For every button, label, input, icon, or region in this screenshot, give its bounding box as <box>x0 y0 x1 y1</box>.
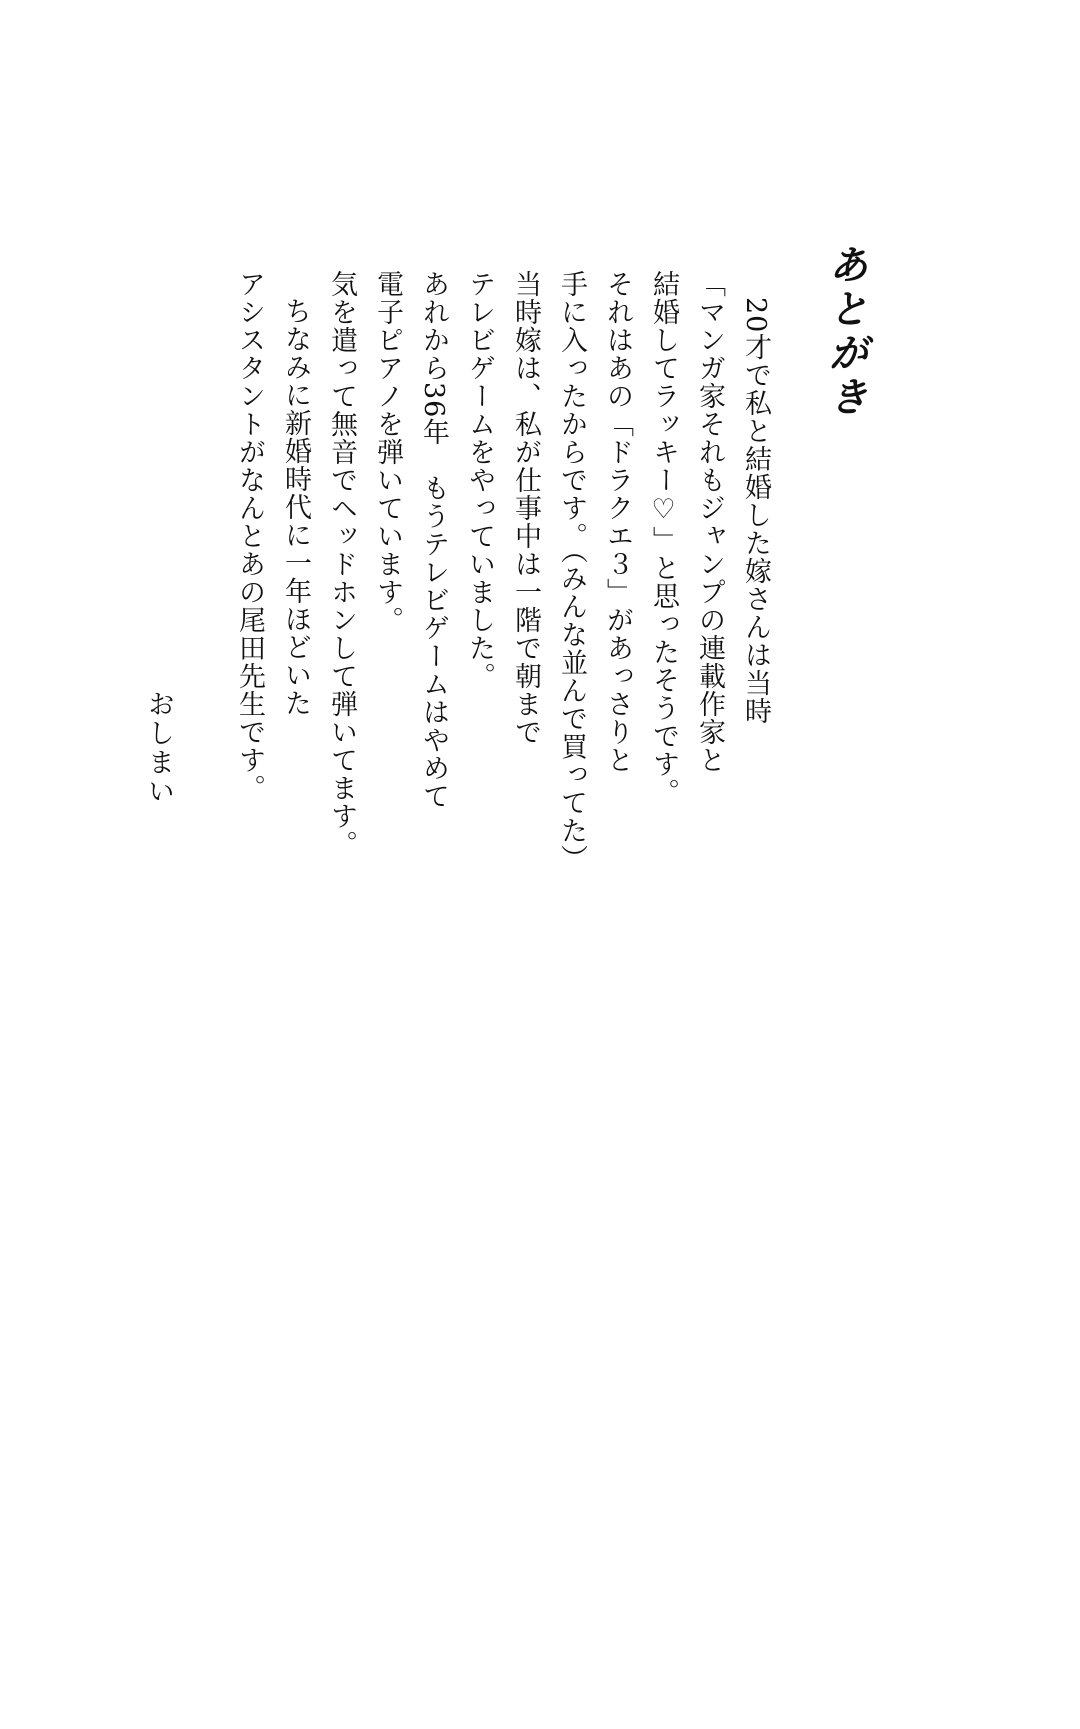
body-line-11: ちなみに新婚時代に一年ほどいた <box>280 297 311 717</box>
body-line-2: 「マンガ家それもジャンプの連載作家と <box>694 270 725 774</box>
body-line-8: あれから36年 もうテレビゲームはやめて <box>418 270 449 811</box>
body-line-12: アシスタントがなんとあの尾田先生です。 <box>234 270 265 802</box>
body-line-3: 結婚してラッキー♡」と思ったそうです。 <box>648 270 679 806</box>
body-line-1: 20才で私と結婚した嫁さんは当時 <box>740 297 771 726</box>
body-line-6: 当時嫁は、私が仕事中は一階で朝まで <box>510 270 541 746</box>
body-line-7: テレビゲームをやっていました。 <box>464 270 495 690</box>
body-line-9: 電子ピアノを弾いています。 <box>372 270 403 634</box>
afterword-title: あとがき <box>822 244 869 420</box>
body-line-10: 気を遣って無音でヘッドホンして弾いてます。 <box>326 270 357 858</box>
body-line-4: それはあの「ドラクエ３」があっさりと <box>602 270 633 774</box>
body-line-5: 手に入ったからです。（みんな並んで買ってた） <box>556 270 587 873</box>
closing-text: おしまい <box>143 690 174 806</box>
afterword-body <box>226 270 778 873</box>
